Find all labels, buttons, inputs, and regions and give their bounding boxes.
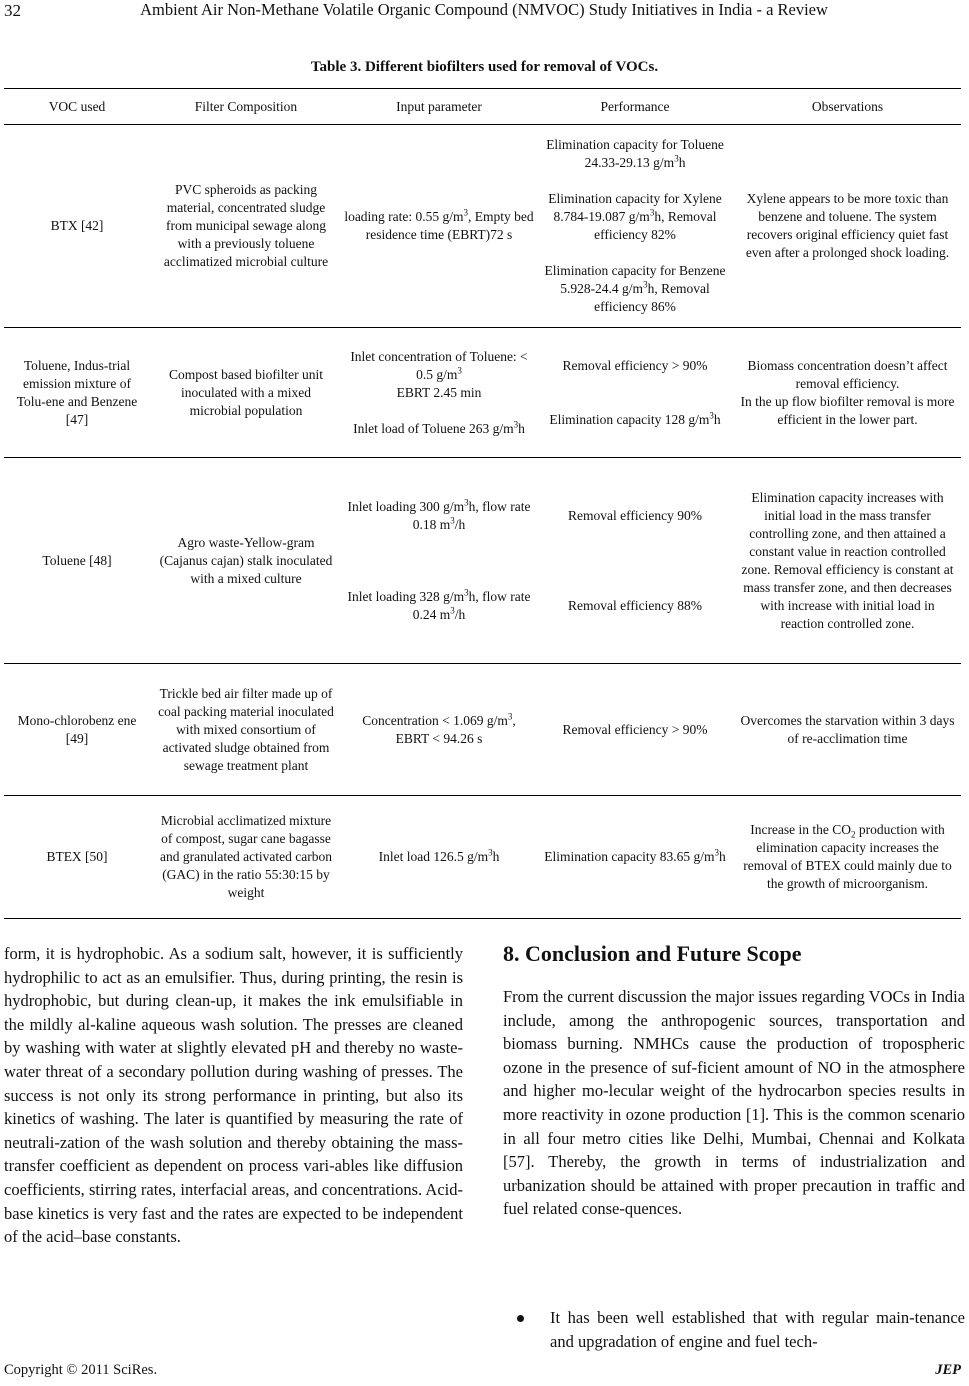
table-row bbox=[4, 796, 961, 919]
cell-input: Concentration < 1.069 $g/m^3$, EBRT < 94.26 s bbox=[342, 664, 536, 796]
cell-voc: BTEX [50] bbox=[4, 796, 150, 919]
bullet-text: It has been well established that with regular main-tenance and upgradation of engine and fuel tech- bbox=[550, 1308, 965, 1351]
header-observations: Observations bbox=[734, 89, 961, 125]
cell-filter: Agro waste-Yellow-gram (Cajanus cajan) stalk inoculated with a mixed culture bbox=[150, 458, 342, 664]
cell-observations: Biomass concentration doesn’t affect removal efficiency. In the up flow biofilter removal is more efficient in the lower part. bbox=[734, 328, 961, 458]
running-header bbox=[0, 0, 969, 30]
section-heading: 8. Conclusion and Future Scope bbox=[503, 941, 802, 966]
footer-journal: JEP bbox=[935, 1362, 961, 1378]
right-column-paragraph: From the current discussion the major issues regarding VOCs in India include, among the anthropogenic sources, transportation and biomass burning. NMHCs cause the production of tropospheric ozone in the presence of suf-ficient amount of NO in the atmosphere and higher mo-lecular weight of the hydrocarbon species results in more reactivity in ozone production [1]. This is the common scenario in all four metro cities like Delhi, Mumbai, Chennai and Kolkata [57]. Thereby, the growth in terms of industrialization and urbanization should be attained with proper precaution in traffic and fuel related conse-quences. bbox=[503, 987, 965, 1219]
running-title: Ambient Air Non-Methane Volatile Organic Compound (NMVOC) Study Initiatives in India - a Review bbox=[140, 0, 828, 19]
table-row bbox=[4, 125, 961, 328]
bullet-icon bbox=[517, 1315, 524, 1322]
cell-voc: Mono-chlorobenz ene [49] bbox=[4, 664, 150, 796]
footer-copyright: Copyright © 2011 SciRes. bbox=[4, 1362, 158, 1378]
left-column-paragraph: form, it is hydrophobic. As a sodium salt, however, it is sufficiently hydrophilic to act as an emulsifier. Thus, during printing, the resin is hydrophobic, but during clean-up, it makes the ink emulsifiable in the mildly al-kaline aqueous wash solution. The presses are cleaned by washing with water at slightly elevated pH and thereby no waste-water threat of a secondary pollution during washing of presses. The success is not only its strong performance in printing, but also its kinetics of washing. The later is quantified by measuring the rate of neutrali-zation of the wash solution and thereby obtaining the mass-transfer coefficient as dependent on process vari-ables like diffusion coefficients, stirring rates, interfacial areas, and concentrations. Acid-base kinetics is very fast and the rates are expected to be independent of the acid–base constants. bbox=[4, 944, 463, 1247]
table-row bbox=[4, 664, 961, 796]
cell-voc: BTX [42] bbox=[4, 125, 150, 328]
header-voc-used: VOC used bbox=[4, 89, 150, 125]
bullet-item bbox=[503, 1306, 965, 1353]
cell-observations: Overcomes the starvation within 3 days of re-acclimation time bbox=[734, 664, 961, 796]
cell-performance: Removal efficiency 90% Removal efficiency 88% bbox=[536, 458, 734, 664]
cell-input: Inlet concentration of Toluene: < 0.5 $g/m^3$ EBRT 2.45 min Inlet load of Toluene 263 $g/m^3h$ bbox=[342, 328, 536, 458]
cell-observations: Elimination capacity increases with initial load in the mass transfer controlling zone, and then attained a constant value in reaction controlled zone. Removal efficiency is constant at mass transfer zone, and then decreases with increase with initial load in reaction controlled zone. bbox=[734, 458, 961, 664]
cell-performance: Elimination capacity for Toluene 24.33-29.13 $g/m^3h$ Elimination capacity for Xylene 8.784-19.087 $g/m^3h$, Removal efficiency 82% Elimination capacity for Benzene 5.928-24.4 $g/m^3h$, Removal efficiency 86% bbox=[536, 125, 734, 328]
cell-filter: PVC spheroids as packing material, concentrated sludge from municipal sewage along with a previously toluene acclimatized microbial culture bbox=[150, 125, 342, 328]
page-number: 32 bbox=[4, 1, 21, 20]
table-header-row bbox=[4, 89, 961, 125]
header-performance: Performance bbox=[536, 89, 734, 125]
cell-input: Inlet load 126.5 $g/m^3h$ bbox=[342, 796, 536, 919]
table-caption: Table 3. Different biofilters used for removal of VOCs. bbox=[310, 59, 659, 75]
biofilter-table bbox=[4, 88, 961, 919]
cell-input: Inlet loading 300 $g/m^3h$, flow rate 0.18 $m^3/h$ Inlet loading 328 $g/m^3h$, flow rate 0.24 $m^3/h$ bbox=[342, 458, 536, 664]
cell-performance: Removal efficiency > 90% bbox=[536, 664, 734, 796]
cell-voc: Toluene [48] bbox=[4, 458, 150, 664]
cell-input: loading rate: 0.55 $g/m^3$, Empty bed residence time (EBRT)72 s bbox=[342, 125, 536, 328]
cell-voc: Toluene, Indus-trial emission mixture of Tolu-ene and Benzene [47] bbox=[4, 328, 150, 458]
header-filter-composition: Filter Composition bbox=[150, 89, 342, 125]
cell-observations: Xylene appears to be more toxic than benzene and toluene. The system recovers original efficiency quiet fast even after a prolonged shock loading. bbox=[734, 125, 961, 328]
cell-filter: Compost based biofilter unit inoculated with a mixed microbial population bbox=[150, 328, 342, 458]
table-row bbox=[4, 328, 961, 458]
table-row bbox=[4, 458, 961, 664]
cell-filter: Microbial acclimatized mixture of compost, sugar cane bagasse and granulated activated carbon (GAC) in the ratio 55:30:15 by weight bbox=[150, 796, 342, 919]
cell-performance: Elimination capacity 83.65 $g/m^3h$ bbox=[536, 796, 734, 919]
cell-filter: Trickle bed air filter made up of coal packing material inoculated with mixed consortium of activated sludge obtained from sewage treatment plant bbox=[150, 664, 342, 796]
cell-observations: Increase in the $CO_2$ production with elimination capacity increases the removal of BTEX could mainly due to the growth of microorganism. bbox=[734, 796, 961, 919]
header-input-parameter: Input parameter bbox=[342, 89, 536, 125]
cell-performance: Removal efficiency > 90% Elimination capacity 128 $g/m^3h$ bbox=[536, 328, 734, 458]
